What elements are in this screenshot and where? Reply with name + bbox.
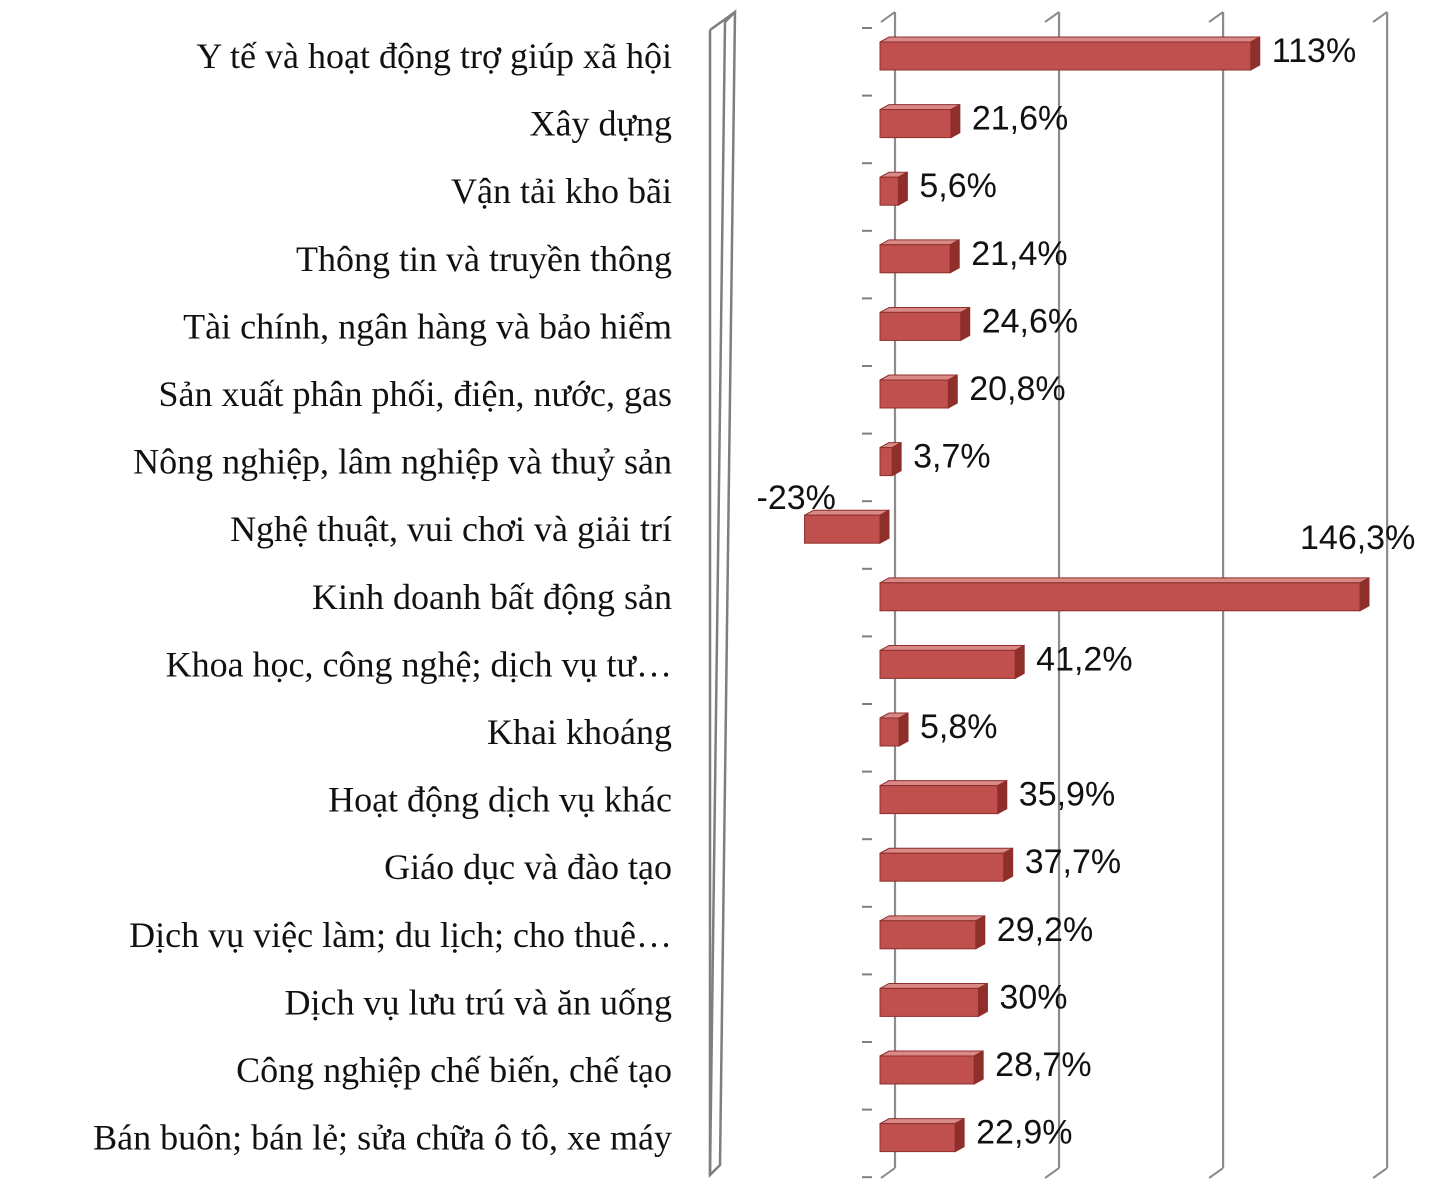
bar xyxy=(880,921,976,949)
category-label: Nghệ thuật, vui chơi và giải trí xyxy=(230,509,672,550)
category-label: Kinh doanh bất động sản xyxy=(312,576,672,617)
bar xyxy=(880,1056,974,1084)
bar-side-face xyxy=(1360,578,1369,611)
data-label: 146,3% xyxy=(1300,518,1416,557)
bar-top-face xyxy=(880,37,1260,42)
gridline-head xyxy=(1209,12,1223,22)
data-label: 28,7% xyxy=(995,1046,1092,1084)
data-label: 35,9% xyxy=(1018,775,1116,814)
gridline-foot xyxy=(1373,1168,1387,1178)
category-label: Hoạt động dịch vụ khác xyxy=(328,779,672,820)
category-label: Dịch vụ lưu trú và ăn uống xyxy=(284,982,672,1023)
category-label: Khai khoáng xyxy=(487,712,672,752)
bar-top-face xyxy=(880,781,1007,786)
bar-side-face xyxy=(892,443,901,476)
category-label: Xây dựng xyxy=(529,103,672,144)
category-label: Nông nghiệp, lâm nghiệp và thuỷ sản xyxy=(133,441,672,482)
data-label: 24,6% xyxy=(981,302,1079,341)
bar-top-face xyxy=(880,105,960,110)
bar-top-face xyxy=(880,916,985,921)
bar-side-face xyxy=(1004,848,1013,881)
data-label: 20,8% xyxy=(969,370,1066,408)
bar xyxy=(880,650,1015,678)
bar xyxy=(880,853,1004,881)
bar-top-face xyxy=(880,375,957,380)
category-label: Thông tin và truyền thông xyxy=(296,238,672,279)
category-label: Giáo dục và đào tạo xyxy=(384,847,672,888)
bar xyxy=(880,583,1360,611)
chart-walls xyxy=(710,12,735,1175)
bar xyxy=(880,988,978,1016)
bar-side-face xyxy=(880,510,889,543)
category-label: Khoa học, công nghệ; dịch vụ tư… xyxy=(165,644,672,685)
bar-side-face xyxy=(955,1119,964,1152)
gridline-foot xyxy=(1045,1168,1059,1178)
data-label: 5,8% xyxy=(920,708,998,746)
bar-side-face xyxy=(1015,645,1024,678)
left-wall xyxy=(710,12,735,1175)
bar-side-face xyxy=(899,713,908,746)
bar xyxy=(880,245,950,273)
gridline-head xyxy=(881,12,895,22)
data-label: -23% xyxy=(756,479,836,518)
bar xyxy=(880,1124,955,1152)
bar xyxy=(880,312,961,340)
bar xyxy=(880,448,892,476)
chart-bars xyxy=(805,37,1369,1152)
gridline-foot xyxy=(881,1168,895,1178)
bar-top-face xyxy=(880,1051,983,1056)
data-label: 113% xyxy=(1271,32,1357,70)
bar-top-face xyxy=(880,307,970,312)
bar xyxy=(880,718,899,746)
data-label: 21,6% xyxy=(971,99,1069,138)
data-label: 37,7% xyxy=(1024,843,1122,882)
gridline-head xyxy=(1373,12,1387,22)
bar-side-face xyxy=(948,375,957,408)
gridline-foot xyxy=(1209,1168,1223,1178)
data-label: 41,2% xyxy=(1036,640,1133,679)
gridline-head xyxy=(1045,12,1059,22)
data-label: 30% xyxy=(999,978,1068,1017)
bar xyxy=(805,515,880,543)
bar-side-face xyxy=(974,1051,983,1084)
bar-side-face xyxy=(1251,37,1260,70)
bar-side-face xyxy=(976,916,985,949)
data-label: 21,4% xyxy=(971,234,1068,273)
bar xyxy=(880,42,1251,70)
bar-side-face xyxy=(898,172,907,205)
bar-top-face xyxy=(880,848,1013,853)
category-label: Công nghiệp chế biến, chế tạo xyxy=(236,1050,672,1090)
category-label: Dịch vụ việc làm; du lịch; cho thuê… xyxy=(129,914,672,955)
category-label: Sản xuất phân phối, điện, nước, gas xyxy=(158,374,672,414)
bar-top-face xyxy=(880,578,1369,583)
data-label: 22,9% xyxy=(976,1113,1073,1152)
category-label: Y tế và hoạt động trợ giúp xã hội xyxy=(196,36,672,76)
bar xyxy=(880,380,948,408)
bar xyxy=(880,786,998,814)
bar-top-face xyxy=(880,983,987,988)
bar-side-face xyxy=(978,983,987,1016)
bar-side-face xyxy=(961,307,970,340)
data-label: 3,7% xyxy=(913,437,991,476)
category-label: Vận tải kho bãi xyxy=(451,171,672,212)
category-label: Bán buôn; bán lẻ; sửa chữa ô tô, xe máy xyxy=(93,1117,672,1158)
bar-side-face xyxy=(950,240,959,273)
bar-top-face xyxy=(880,645,1024,650)
category-label: Tài chính, ngân hàng và bảo hiểm xyxy=(183,306,672,347)
data-label: 5,6% xyxy=(919,167,997,206)
bar xyxy=(880,110,951,138)
bar-side-face xyxy=(951,105,960,138)
bar-side-face xyxy=(998,781,1007,814)
bar-top-face xyxy=(880,240,959,245)
data-label: 29,2% xyxy=(996,910,1094,949)
bar-top-face xyxy=(880,1119,964,1124)
bar xyxy=(880,177,898,205)
